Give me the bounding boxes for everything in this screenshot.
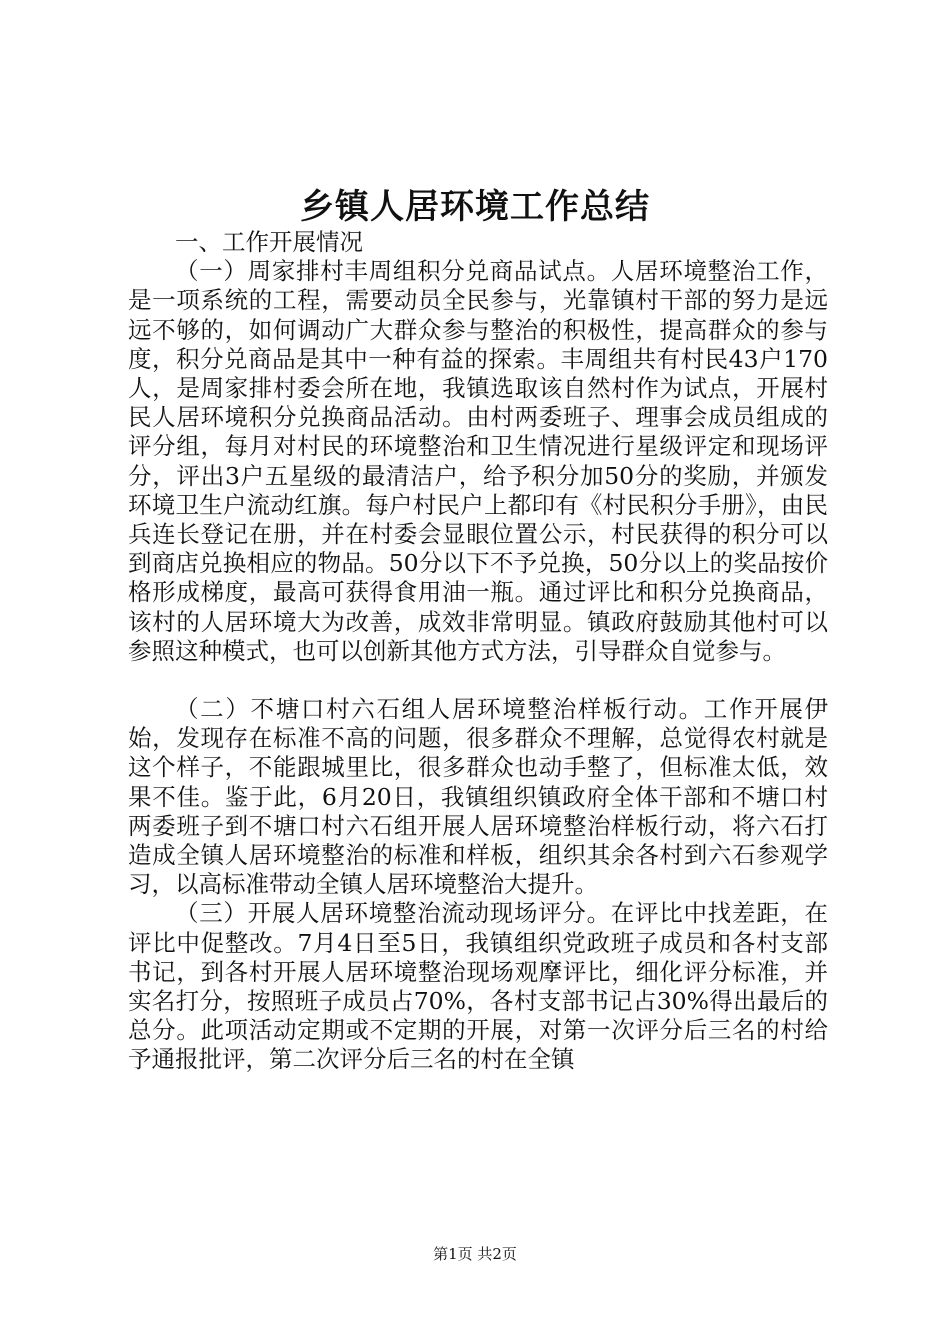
paragraph-1: （一）周家排村丰周组积分兑商品试点。人居环境整治工作，是一项系统的工程，需要动员全民参与，光靠镇村干部的努力是远远不够的，如何调动广大群众参与整治的积极性，提高群众的参与度，积分兑商品是其中一种有益的探索。丰周组共有村民43户170人，是周家排村委会所在地，我镇选取该自然村作为试点，开展村民人居环境积分兑换商品活动。由村两委班子、理事会成员组成的评分组，每月对村民的环境整治和卫生情况进行星级评定和现场评分，评出3户五星级的最清洁户，给予积分加50分的奖励，并颁发环境卫生户流动红旗。每户村民户上都印有《村民积分手册》，由民兵连长登记在册，并在村委会显眼位置公示，村民获得的积分可以到商店兑换相应的物品。50分以下不予兑换，50分以上的奖品按价格形成梯度，最高可获得食用油一瓶。通过评比和积分兑换商品，该村的人居环境大为改善，成效非常明显。镇政府鼓励其他村可以参照这种模式，也可以创新其他方式方法，引导群众自觉参与。 — [128, 257, 828, 665]
document-body — [128, 228, 828, 1075]
paragraph-3: （三）开展人居环境整治流动现场评分。在评比中找差距，在评比中促整改。7月4日至5日，我镇组织党政班子成员和各村支部书记，到各村开展人居环境整治现场观摩评比，细化评分标准，并实名打分，按照班子成员占70%，各村支部书记占30%得出最后的总分。此项活动定期或不定期的开展，对第一次评分后三名的村给予通报批评，第二次评分后三名的村在全镇 — [128, 899, 828, 1074]
section-heading: 一、工作开展情况 — [175, 228, 363, 256]
document-title: 乡镇人居环境工作总结 — [300, 187, 650, 227]
page-footer: 第1页 共2页 — [433, 1245, 517, 1263]
paragraph-2: （二）不塘口村六石组人居环境整治样板行动。工作开展伊始，发现存在标准不高的问题，很多群众不理解，总觉得农村就是这个样子，不能跟城里比，很多群众也动手整了，但标准太低，效果不佳。鉴于此，6月20日，我镇组织镇政府全体干部和不塘口村两委班子到不塘口村六石组开展人居环境整治样板行动，将六石打造成全镇人居环境整治的标准和样板，组织其余各村到六石参观学习，以高标准带动全镇人居环境整治大提升。 — [128, 695, 828, 899]
